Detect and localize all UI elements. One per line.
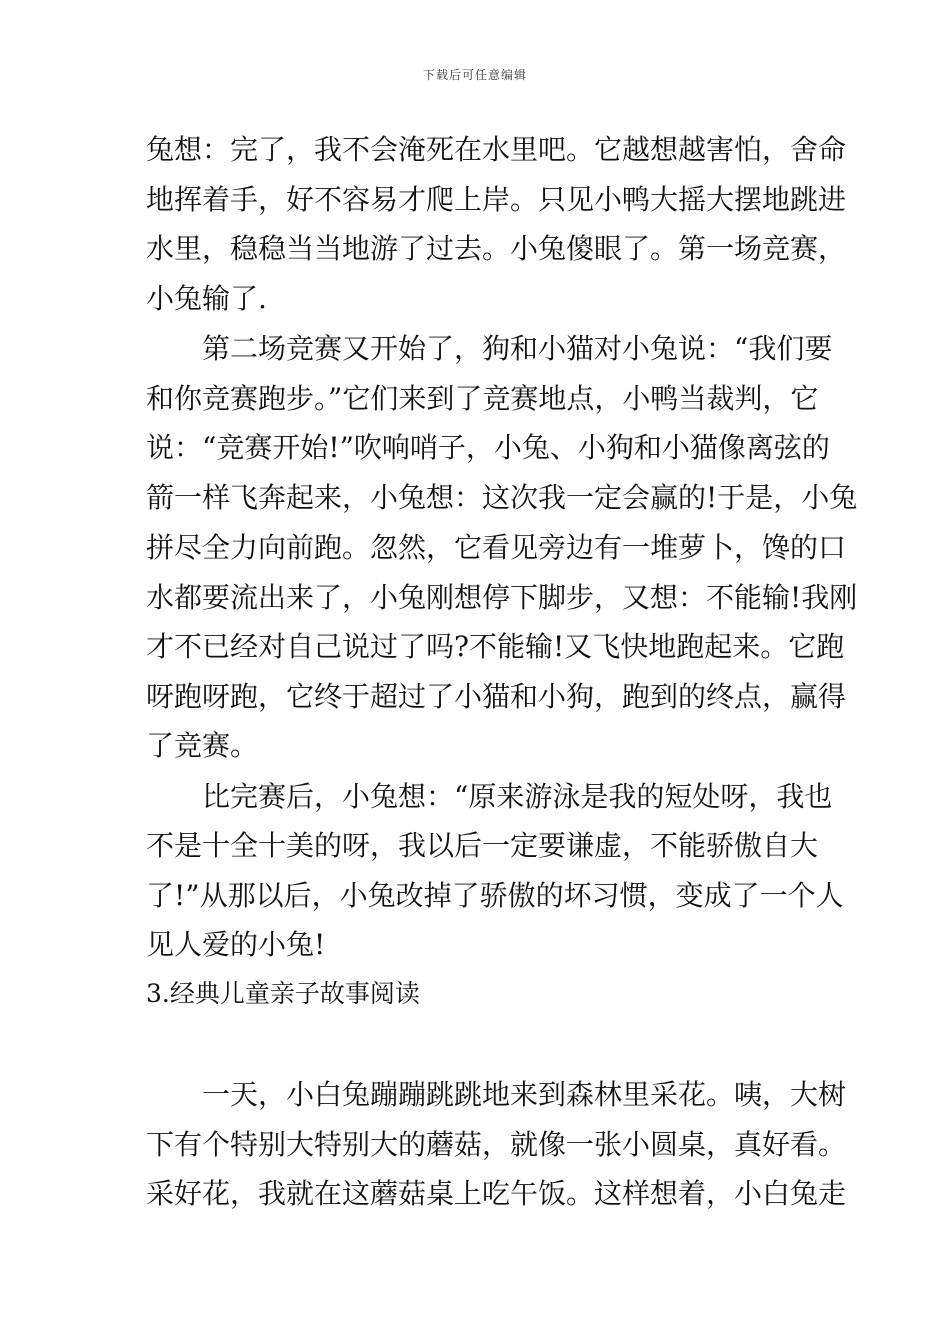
section-heading: 3.经典儿童亲子故事阅读 <box>146 979 420 1008</box>
text-line: 兔想：完了，我不会淹死在水里吧。它越想越害怕，舍命 <box>146 133 847 166</box>
text-line: 见人爱的小兔! <box>146 928 326 961</box>
text-line: 拼尽全力向前跑。忽然，它看见旁边有一堆萝卜，馋的口 <box>146 531 847 564</box>
page-header: 下载后可任意编辑 <box>422 68 527 82</box>
text-line: 地挥着手，好不容易才爬上岸。只见小鸭大摇大摆地跳进 <box>146 183 847 216</box>
text-line: 箭一样飞奔起来，小兔想：这次我一定会赢的!于是，小兔 <box>146 481 858 514</box>
text-line: 不是十全十美的呀，我以后一定要谦虚，不能骄傲自大 <box>146 829 819 862</box>
text-line: 采好花，我就在这蘑菇桌上吃午饭。这样想着，小白兔走 <box>146 1177 847 1210</box>
text-line: 和你竞赛跑步。”它们来到了竞赛地点，小鸭当裁判，它 <box>146 382 819 415</box>
text-line: 了!”从那以后，小兔改掉了骄傲的坏习惯，变成了一个人 <box>146 879 844 912</box>
text-line: 下有个特别大特别大的蘑菇，就像一张小圆桌，真好看。 <box>146 1128 847 1161</box>
text-line: 说：“竞赛开始!”吹响哨子，小兔、小狗和小猫像离弦的 <box>146 431 830 464</box>
text-line: 才不已经对自己说过了吗?不能输!又飞快地跑起来。它跑 <box>146 630 845 663</box>
paragraph-first-line: 比完赛后，小兔想：“原来游泳是我的短处呀，我也 <box>202 780 833 813</box>
text-line: 水都要流出来了，小兔刚想停下脚步，又想：不能输!我刚 <box>146 581 858 614</box>
text-line: 小兔输了. <box>146 282 267 315</box>
text-line: 呀跑呀跑，它终于超过了小猫和小狗，跑到的终点，赢得 <box>146 680 847 713</box>
text-line: 水里，稳稳当当地游了过去。小兔傻眼了。第一场竞赛， <box>146 232 847 265</box>
paragraph-first-line: 第二场竞赛又开始了，狗和小猫对小兔说：“我们要 <box>202 332 833 365</box>
paragraph-first-line: 一天，小白兔蹦蹦跳跳地来到森林里采花。咦，大树 <box>202 1078 847 1111</box>
text-line: 了竞赛。 <box>146 729 259 762</box>
